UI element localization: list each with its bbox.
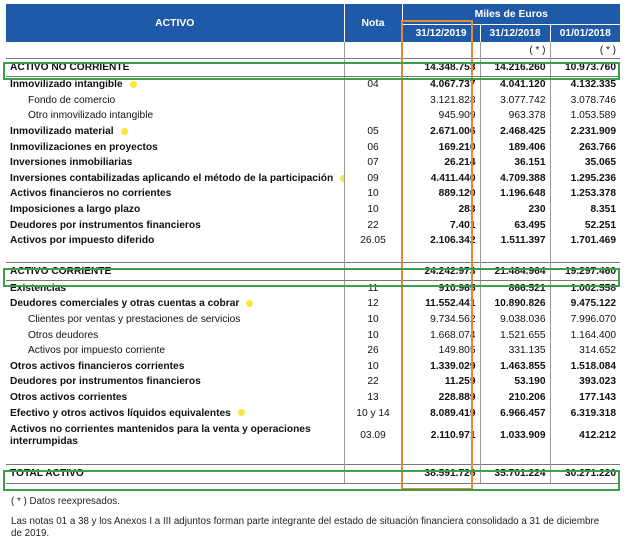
row-nota: 22 [344, 217, 402, 233]
row-value-2018: 53.190 [480, 374, 550, 390]
row-value-2019: 1.668.074 [402, 327, 480, 343]
yellow-dot-marker [340, 175, 344, 182]
row-nota: 10 [344, 327, 402, 343]
footnote-notes: Las notas 01 a 38 y los Anexos I a III adjuntos forman parte integrante del estado de situación financiera consolidado a 31 de diciembre de 2019. [11, 516, 600, 539]
row-label: Imposiciones a largo plazo [10, 204, 141, 216]
yellow-dot-marker [121, 128, 128, 135]
row-nota: 07 [344, 155, 402, 171]
header-nota: Nota [344, 4, 402, 42]
row-value-2018: 63.495 [480, 217, 550, 233]
row-value-2018: 1.033.909 [480, 421, 550, 451]
row-value-2018-jan: 314.652 [550, 343, 620, 359]
row-value-2019: 889.120 [402, 186, 480, 202]
table-row [6, 390, 620, 406]
row-nota [344, 464, 402, 483]
restated-mark: ( * ) [480, 42, 550, 59]
row-label: Deudores por instrumentos financieros [10, 219, 201, 231]
row-label: Inmovilizado material [10, 126, 114, 138]
yellow-dot-marker [238, 409, 245, 416]
row-value-2018-jan: 1.701.469 [550, 233, 620, 249]
row-value-2018-jan: 19.297.460 [550, 262, 620, 280]
row-nota: 10 y 14 [344, 405, 402, 421]
row-value-2019: 1.339.029 [402, 359, 480, 375]
row-value-2019: 3.121.828 [402, 93, 480, 109]
row-nota [344, 262, 402, 280]
row-value-2019: 9.734.562 [402, 312, 480, 328]
row-value-2018: 4.709.388 [480, 171, 550, 187]
row-label: Otros activos corrientes [10, 391, 128, 403]
row-nota [344, 108, 402, 124]
table-row [6, 359, 620, 375]
row-value-2018: 189.406 [480, 139, 550, 155]
row-value-2018: 1.463.855 [480, 359, 550, 375]
header-miles-de-euros: Miles de Euros [402, 4, 620, 25]
row-label: ACTIVO CORRIENTE [6, 262, 344, 280]
row-label: Inversiones inmobiliarias [10, 157, 133, 169]
table-row [6, 77, 620, 93]
row-value-2018: 4.041.120 [480, 77, 550, 93]
balance-sheet [6, 4, 620, 484]
row-label: Activos por impuesto corriente [28, 345, 166, 357]
row-value-2019: 24.242.973 [402, 262, 480, 280]
row-value-2018: 1.196.648 [480, 186, 550, 202]
row-nota: 04 [344, 77, 402, 93]
row-label: TOTAL ACTIVO [6, 464, 344, 483]
table-row [6, 262, 620, 280]
row-value-2019: 149.805 [402, 343, 480, 359]
row-nota [344, 59, 402, 77]
row-label: Inmovilizado intangible [10, 79, 123, 91]
row-value-2018-jan: 4.132.335 [550, 77, 620, 93]
table-row [6, 124, 620, 140]
row-nota: 09 [344, 171, 402, 187]
table-row [6, 171, 620, 187]
row-nota: 26.05 [344, 233, 402, 249]
table-row [6, 312, 620, 328]
table-row [6, 405, 620, 421]
row-value-2018: 3.077.742 [480, 93, 550, 109]
row-label: Inmovilizaciones en proyectos [10, 141, 158, 153]
row-value-2018: 963.378 [480, 108, 550, 124]
row-value-2018-jan: 52.251 [550, 217, 620, 233]
row-value-2018: 10.890.826 [480, 296, 550, 312]
table-row [6, 139, 620, 155]
row-value-2018-jan: 393.023 [550, 374, 620, 390]
row-nota: 10 [344, 202, 402, 218]
row-value-2019: 14.348.753 [402, 59, 480, 77]
table-row [6, 202, 620, 218]
row-value-2019: 4.067.737 [402, 77, 480, 93]
row-nota: 10 [344, 186, 402, 202]
row-nota: 06 [344, 139, 402, 155]
row-nota [344, 93, 402, 109]
row-value-2018-jan: 1.518.084 [550, 359, 620, 375]
row-value-2018: 210.206 [480, 390, 550, 406]
table-row [6, 421, 620, 451]
table-row [6, 59, 620, 77]
table-row [6, 233, 620, 249]
row-label: Deudores por instrumentos financieros [10, 376, 201, 388]
row-value-2019: 4.411.440 [402, 171, 480, 187]
table-row [6, 374, 620, 390]
header-col-2018-jan: 01/01/2018 [550, 25, 620, 43]
table-row [6, 296, 620, 312]
table-row [6, 155, 620, 171]
row-value-2019: 2.106.342 [402, 233, 480, 249]
row-value-2018: 1.521.655 [480, 327, 550, 343]
row-value-2018-jan: 9.475.122 [550, 296, 620, 312]
row-value-2018-jan: 177.143 [550, 390, 620, 406]
row-nota: 13 [344, 390, 402, 406]
yellow-dot-marker [130, 81, 137, 88]
row-value-2018-jan: 30.271.220 [550, 464, 620, 483]
row-value-2018: 6.966.457 [480, 405, 550, 421]
row-value-2019: 8.089.419 [402, 405, 480, 421]
row-value-2019: 7.401 [402, 217, 480, 233]
row-value-2018-jan: 8.351 [550, 202, 620, 218]
row-value-2019: 2.671.006 [402, 124, 480, 140]
footnote-restated: ( * ) Datos reexpresados. [11, 496, 120, 507]
row-label: Otros deudores [28, 329, 99, 341]
row-label: Fondo de comercio [28, 94, 116, 106]
row-value-2019: 283 [402, 202, 480, 218]
header-activo: ACTIVO [6, 4, 344, 42]
row-value-2019: 228.889 [402, 390, 480, 406]
row-value-2019: 38.591.726 [402, 464, 480, 483]
row-value-2019: 11.552.441 [402, 296, 480, 312]
table-row-total [6, 464, 620, 483]
row-label: Activos financieros no corrientes [10, 188, 172, 200]
row-value-2018: 331.135 [480, 343, 550, 359]
row-value-2019: 26.214 [402, 155, 480, 171]
table-row [6, 343, 620, 359]
yellow-dot-marker [246, 300, 253, 307]
row-label: Otros activos financieros corrientes [10, 360, 185, 372]
row-value-2018: 1.511.397 [480, 233, 550, 249]
row-label: ACTIVO NO CORRIENTE [6, 59, 344, 77]
table-row [6, 186, 620, 202]
row-value-2018-jan: 1.164.400 [550, 327, 620, 343]
row-value-2019: 945.909 [402, 108, 480, 124]
row-nota: 22 [344, 374, 402, 390]
row-value-2018: 36.151 [480, 155, 550, 171]
row-nota: 10 [344, 359, 402, 375]
row-nota: 03.09 [344, 421, 402, 451]
row-value-2018: 866.521 [480, 280, 550, 296]
row-nota: 12 [344, 296, 402, 312]
row-value-2018-jan: 3.078.746 [550, 93, 620, 109]
row-label: Efectivo y otros activos líquidos equivalentes [10, 407, 231, 419]
row-label: Activos por impuesto diferido [10, 235, 155, 247]
row-value-2019: 910.965 [402, 280, 480, 296]
row-label: Otro inmovilizado intangible [28, 110, 154, 122]
row-value-2019: 169.210 [402, 139, 480, 155]
row-value-2018-jan: 1.253.378 [550, 186, 620, 202]
row-label: Activos no corrientes mantenidos para la venta y operaciones interrumpidas [10, 423, 311, 447]
row-value-2018-jan: 6.319.318 [550, 405, 620, 421]
row-value-2018-jan: 1.295.236 [550, 171, 620, 187]
row-value-2018: 9.038.036 [480, 312, 550, 328]
row-nota: 11 [344, 280, 402, 296]
row-label: Clientes por ventas y prestaciones de servicios [28, 314, 241, 326]
row-value-2018-jan: 2.231.909 [550, 124, 620, 140]
table-row [6, 93, 620, 109]
row-nota: 26 [344, 343, 402, 359]
row-value-2019: 11.259 [402, 374, 480, 390]
row-value-2018-jan: 35.065 [550, 155, 620, 171]
row-value-2018-jan: 412.212 [550, 421, 620, 451]
restated-mark: ( * ) [550, 42, 620, 59]
row-value-2019: 2.110.971 [402, 421, 480, 451]
table-row [6, 108, 620, 124]
row-value-2018: 21.484.964 [480, 262, 550, 280]
row-label: Existencias [10, 282, 67, 294]
row-value-2018: 230 [480, 202, 550, 218]
row-value-2018-jan: 1.002.558 [550, 280, 620, 296]
table-row [6, 217, 620, 233]
row-value-2018: 2.468.425 [480, 124, 550, 140]
row-value-2018: 35.701.224 [480, 464, 550, 483]
row-value-2018-jan: 10.973.760 [550, 59, 620, 77]
row-label: Inversiones contabilizadas aplicando el método de la participación [10, 172, 334, 184]
header-col-2019: 31/12/2019 [402, 25, 480, 43]
row-value-2018-jan: 1.053.589 [550, 108, 620, 124]
row-nota: 05 [344, 124, 402, 140]
table-row [6, 280, 620, 296]
row-value-2018-jan: 263.766 [550, 139, 620, 155]
row-nota: 10 [344, 312, 402, 328]
row-label: Deudores comerciales y otras cuentas a cobrar [10, 298, 240, 310]
row-value-2018-jan: 7.996.070 [550, 312, 620, 328]
header-col-2018: 31/12/2018 [480, 25, 550, 43]
table-row [6, 327, 620, 343]
row-value-2018: 14.216.260 [480, 59, 550, 77]
balance-table [6, 4, 620, 484]
